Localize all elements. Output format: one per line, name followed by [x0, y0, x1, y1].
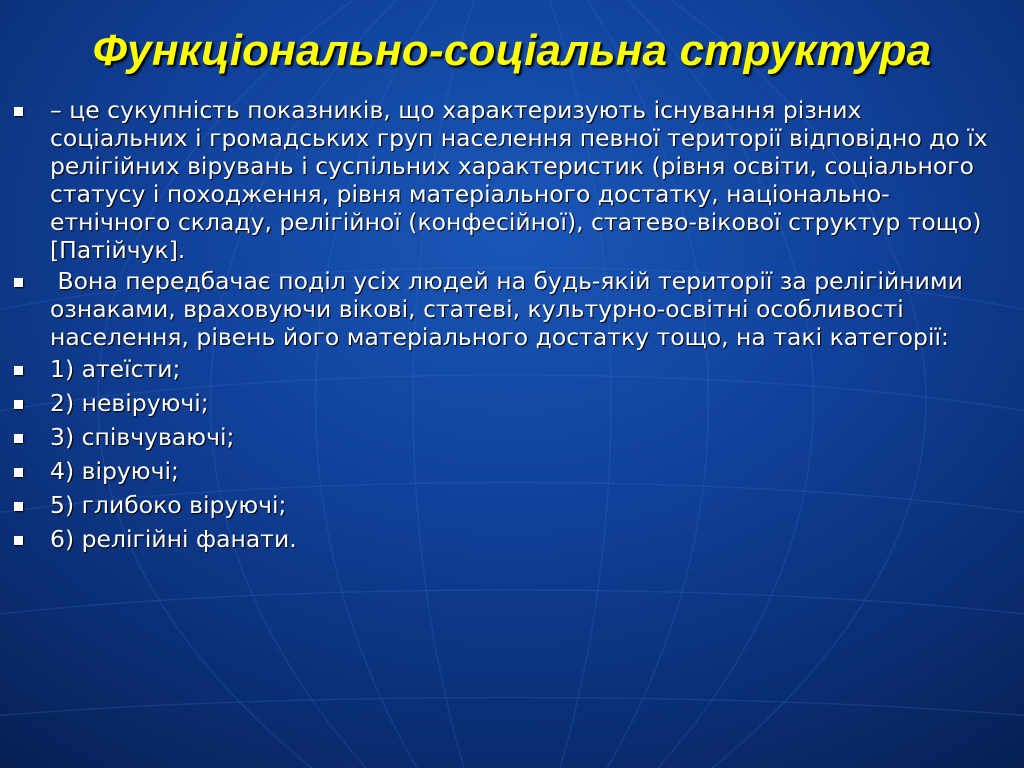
square-bullet-icon: [14, 366, 23, 375]
bullet-text: 6) релігійні фанати.: [50, 525, 297, 553]
bullet-category-3: [14, 422, 1004, 452]
bullet-text: – це сукупність показників, що характеризують існування різних соціальних і громадських груп населення певної території відповідно до їх релігійних вірувань і суспільних характеристик (рівня освіти, соціального статусу і походження, рівня матеріального достатку, національно-етнічного складу, релігійної (конфесійної), статево-вікової структур тощо) [Патійчук].: [50, 96, 988, 264]
bullet-text: 3) співчуваючі;: [50, 423, 235, 451]
bullet-category-6: [14, 524, 1004, 554]
bullet-definition: [14, 96, 1004, 264]
square-bullet-icon: [14, 107, 23, 116]
square-bullet-icon: [14, 400, 23, 409]
bullet-category-5: [14, 490, 1004, 520]
square-bullet-icon: [14, 536, 23, 545]
square-bullet-icon: [14, 502, 23, 511]
bullet-text: 4) віруючі;: [50, 457, 179, 485]
bullet-text: 1) атеїсти;: [50, 355, 181, 383]
slide-title: Функціонально-соціальна структура: [92, 26, 932, 75]
bullet-list: [14, 96, 1004, 558]
bullet-text: 2) невіруючі;: [50, 389, 209, 417]
square-bullet-icon: [14, 468, 23, 477]
bullet-text: 5) глибоко віруючі;: [50, 491, 287, 519]
bullet-text: Вона передбачає поділ усіх людей на будь-якій території за релігійними ознаками, враховуючи вікові, статеві, культурно-освітні особливості населення, рівень його матеріального достатку тощо, на такі категорії:: [50, 267, 971, 351]
bullet-category-1: [14, 354, 1004, 384]
bullet-division: [14, 267, 1004, 351]
bullet-category-2: [14, 388, 1004, 418]
bullet-category-4: [14, 456, 1004, 486]
square-bullet-icon: [14, 434, 23, 443]
square-bullet-icon: [14, 278, 23, 287]
